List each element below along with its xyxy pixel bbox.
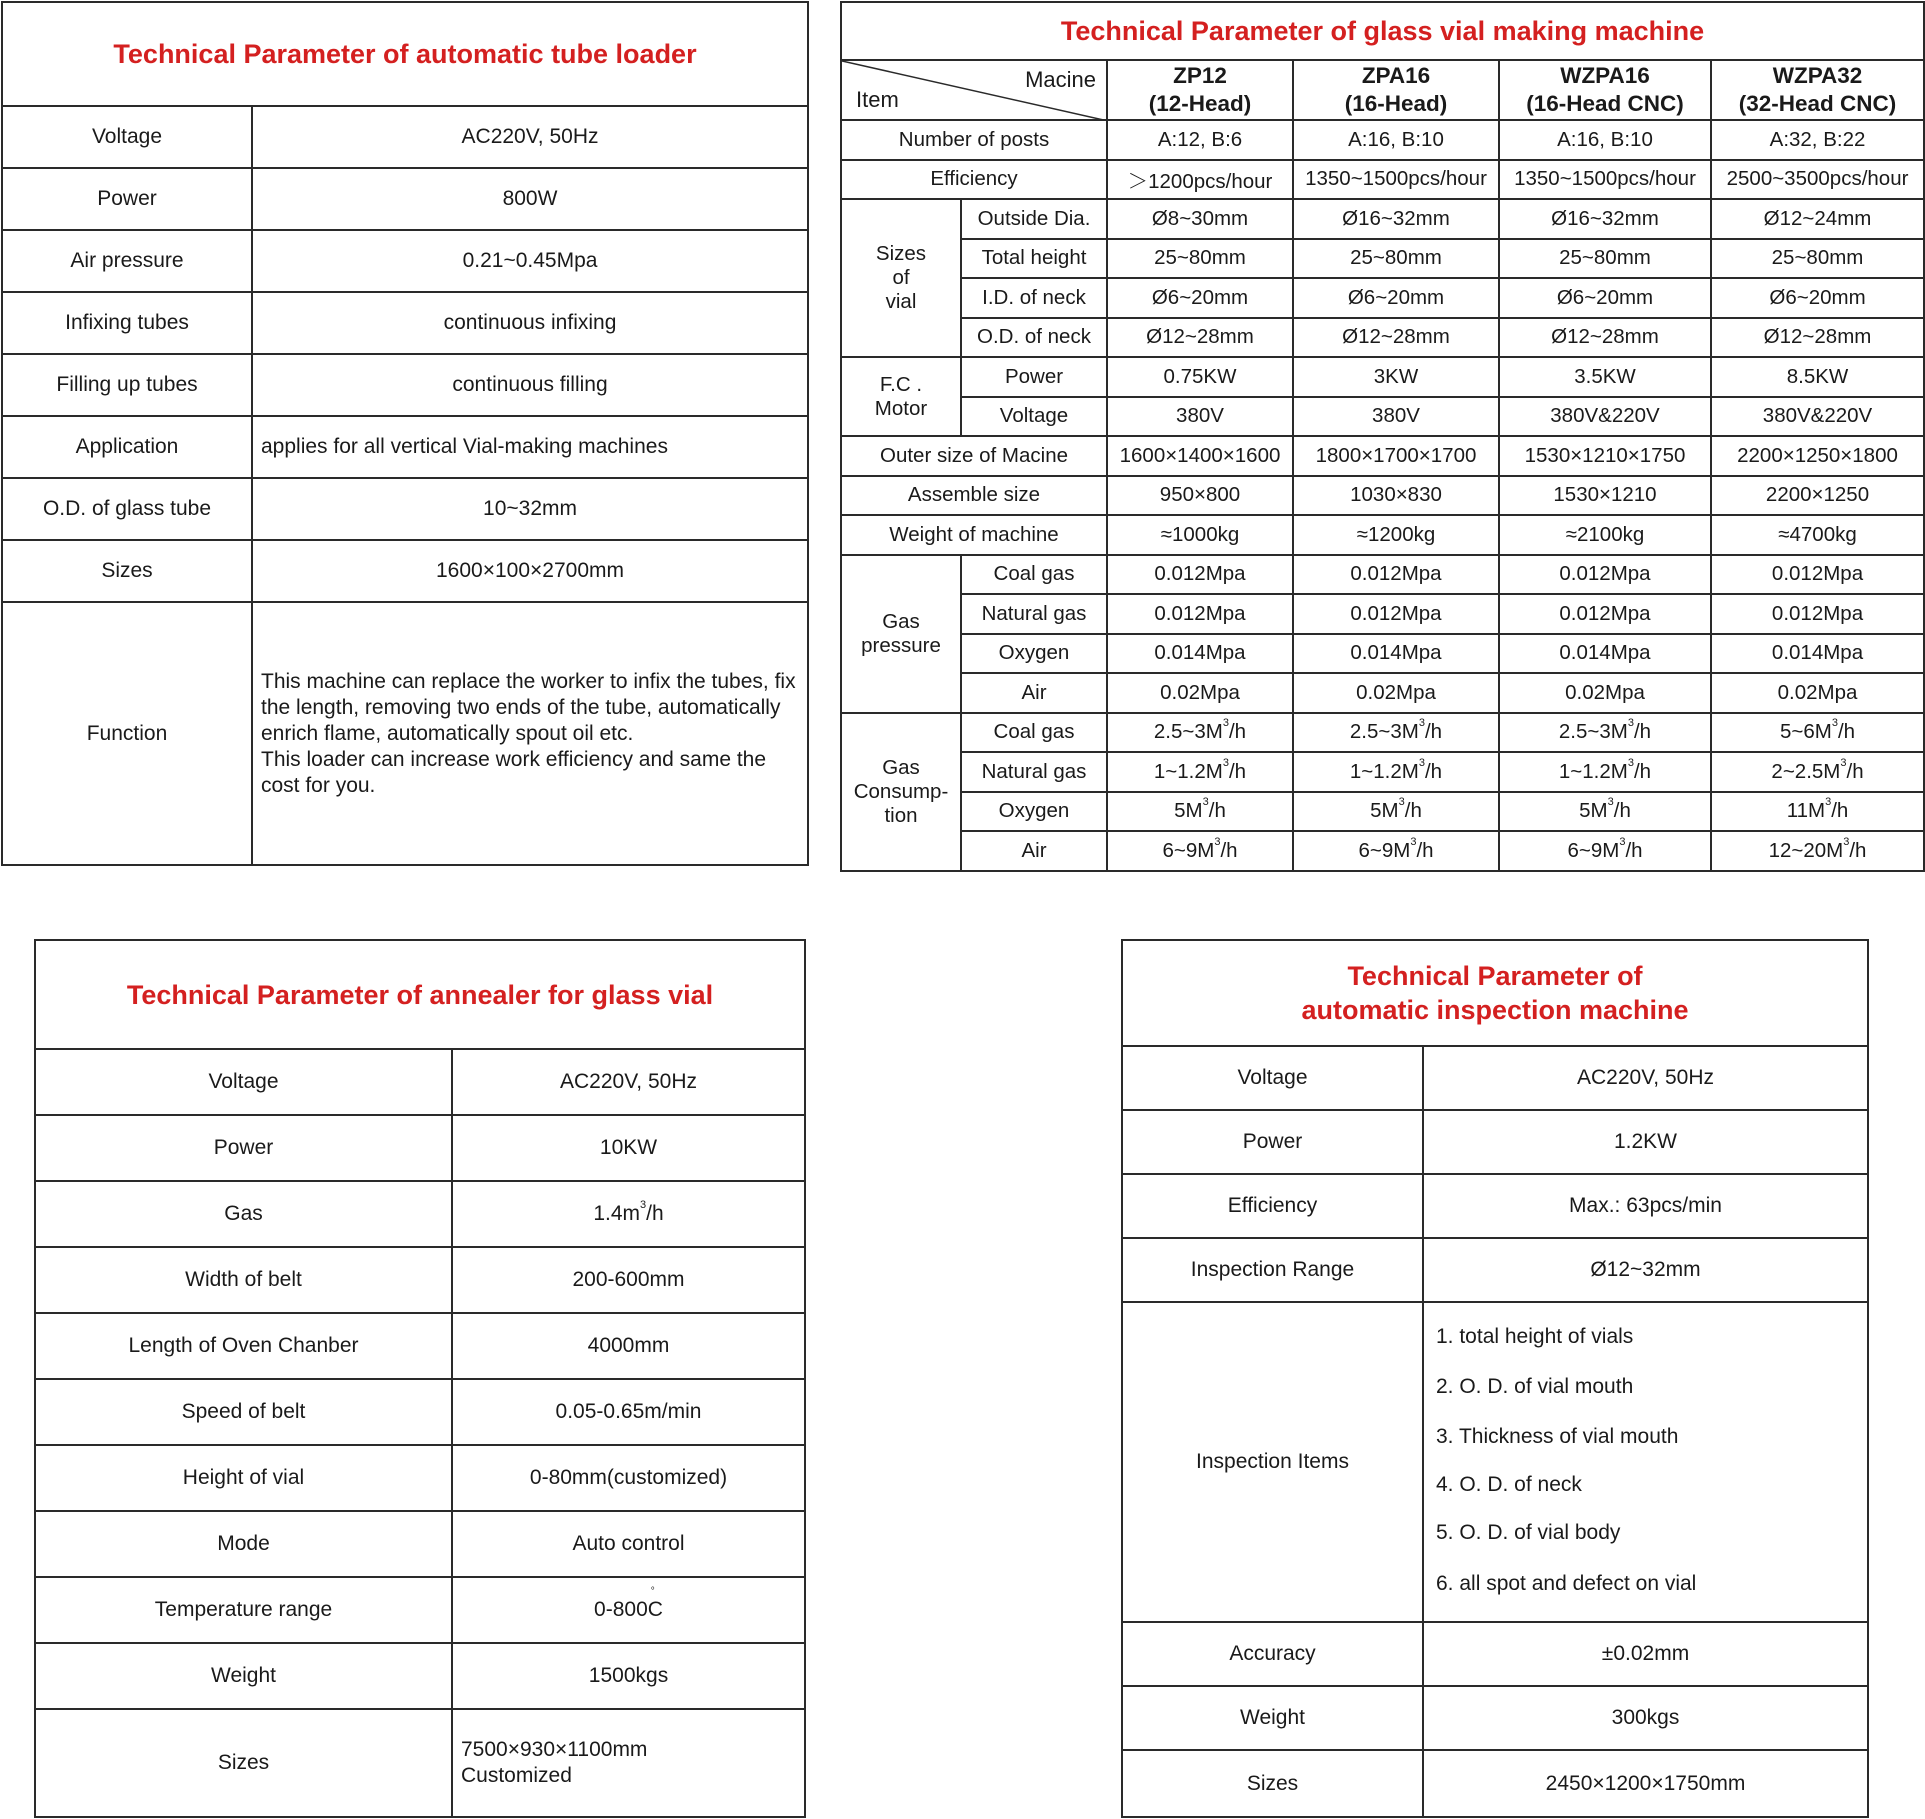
row-value: Ø16~32mm — [1293, 199, 1499, 239]
row-value: 10~32mm — [252, 478, 808, 540]
table-row — [841, 318, 1924, 358]
table-row — [35, 1049, 805, 1115]
row-label: Mode — [35, 1511, 452, 1577]
table-row — [841, 673, 1924, 713]
row-label: Infixing tubes — [2, 292, 252, 354]
table-row — [841, 831, 1924, 871]
row-value: 0.21~0.45Mpa — [252, 230, 808, 292]
list-item: 2. O. D. of vial mouth — [1436, 1375, 1634, 1398]
row-value: 1600×100×2700mm — [252, 540, 808, 602]
row-label: Efficiency — [841, 160, 1107, 200]
table-row — [2, 106, 808, 168]
row-label: Height of vial — [35, 1445, 452, 1511]
value-number: 2.5~3M — [1558, 720, 1628, 744]
row-value: 3KW — [1293, 357, 1499, 397]
row-value: 1600×1400×1600 — [1107, 436, 1293, 476]
row-label: Inspection Items — [1122, 1302, 1423, 1622]
row-label: Sizes — [35, 1709, 452, 1817]
value-superscript: 3 — [1607, 796, 1614, 809]
value-unit: /h — [1849, 838, 1867, 862]
value-number: 6~9M — [1162, 838, 1215, 862]
tube-loader-title: Technical Parameter of automatic tube loader — [2, 2, 808, 106]
annealer-table — [34, 939, 806, 1818]
row-label: Voltage — [35, 1049, 452, 1115]
value-superscript: 3 — [1222, 717, 1229, 730]
table-row — [1122, 1622, 1868, 1686]
row-sublabel: Total height — [961, 239, 1107, 279]
row-label: Filling up tubes — [2, 354, 252, 416]
row-value: 1030×830 — [1293, 476, 1499, 516]
row-value: A:16, B:10 — [1293, 120, 1499, 160]
inspection-title: Technical Parameter of automatic inspection machine — [1122, 940, 1868, 1046]
table-row — [1122, 1302, 1868, 1622]
value-superscript: 3 — [1627, 717, 1634, 730]
row-value: 25~80mm — [1107, 239, 1293, 279]
row-value — [1711, 752, 1924, 792]
value-superscript: 3 — [1843, 835, 1850, 848]
row-value — [1107, 831, 1293, 871]
table-row — [35, 1115, 805, 1181]
group-label-line: pressure — [861, 633, 941, 657]
row-value: Max.: 63pcs/min — [1423, 1174, 1868, 1238]
row-value — [1499, 752, 1711, 792]
row-sublabel: I.D. of neck — [961, 278, 1107, 318]
row-value: ≈4700kg — [1711, 515, 1924, 555]
value-unit: /h — [1424, 759, 1443, 783]
model-header: WZPA32 (32-Head CNC) — [1711, 60, 1924, 120]
row-value: 10KW — [452, 1115, 805, 1181]
value-number: 2.5~3M — [1153, 720, 1223, 744]
table-row — [1122, 1686, 1868, 1750]
row-label: Application — [2, 416, 252, 478]
value-unit: /h — [1837, 720, 1856, 744]
table-row — [35, 1313, 805, 1379]
table-row — [841, 120, 1924, 160]
row-value — [1293, 713, 1499, 753]
row-value: 1500kgs — [452, 1643, 805, 1709]
row-value — [1107, 752, 1293, 792]
row-label: Inspection Range — [1122, 1238, 1423, 1302]
row-value: 2450×1200×1750mm — [1423, 1750, 1868, 1817]
row-label: Weight — [1122, 1686, 1423, 1750]
table-row — [841, 713, 1924, 753]
row-value: 2200×1250 — [1711, 476, 1924, 516]
row-value: 3.5KW — [1499, 357, 1711, 397]
table-row — [841, 199, 1924, 239]
row-sublabel: Air — [961, 673, 1107, 713]
tube-loader-table — [1, 1, 809, 866]
table-row — [1122, 1110, 1868, 1174]
table-row — [2, 168, 808, 230]
table-row — [841, 792, 1924, 832]
row-value — [1499, 713, 1711, 753]
row-value: 0.012Mpa — [1499, 555, 1711, 595]
row-sublabel: Oxygen — [961, 634, 1107, 674]
group-label-line: Sizes — [875, 242, 927, 265]
row-label: Outer size of Macine — [841, 436, 1107, 476]
row-sublabel: Outside Dia. — [961, 199, 1107, 239]
group-label-line: of — [892, 266, 910, 289]
row-label: Weight — [35, 1643, 452, 1709]
table-row — [841, 357, 1924, 397]
row-value — [1499, 792, 1711, 832]
row-value: Ø12~28mm — [1499, 318, 1711, 358]
table-row — [2, 416, 808, 478]
value-superscript: 3 — [1627, 756, 1634, 769]
table-row — [35, 1181, 805, 1247]
group-label — [841, 199, 961, 357]
list-item: 6. all spot and defect on vial — [1436, 1572, 1697, 1595]
header-item-label: Item — [856, 87, 899, 112]
inspection-items-list — [1423, 1302, 1868, 1622]
group-label-line: Gas — [882, 755, 920, 779]
table-row — [841, 278, 1924, 318]
value-unit: /h — [1633, 759, 1652, 783]
value-number: 5M — [1370, 799, 1399, 823]
table-row — [1122, 1174, 1868, 1238]
value-number: 5M — [1579, 799, 1608, 823]
row-label: Width of belt — [35, 1247, 452, 1313]
row-value: Ø12~24mm — [1711, 199, 1924, 239]
row-value — [1711, 713, 1924, 753]
table-row — [841, 515, 1924, 555]
table-row — [35, 1643, 805, 1709]
value-unit: /h — [1831, 799, 1849, 823]
row-label: Speed of belt — [35, 1379, 452, 1445]
row-value — [1293, 831, 1499, 871]
group-label — [841, 555, 961, 713]
row-label: Voltage — [2, 106, 252, 168]
row-value: 950×800 — [1107, 476, 1293, 516]
row-value: 1530×1210 — [1499, 476, 1711, 516]
value-number: 6~9M — [1567, 838, 1620, 862]
value-unit: /h — [1424, 720, 1443, 744]
function-text — [252, 602, 808, 865]
row-value — [1107, 792, 1293, 832]
value-unit: /h — [1208, 799, 1226, 823]
table-row — [841, 436, 1924, 476]
row-value: 7500×930×1100mm Customized — [452, 1709, 805, 1817]
row-value: ≈1000kg — [1107, 515, 1293, 555]
row-value: 0-80mm(customized) — [452, 1445, 805, 1511]
table-row — [841, 555, 1924, 595]
row-value: A:32, B:22 — [1711, 120, 1924, 160]
function-label: Function — [2, 602, 252, 865]
value-number: 2~2.5M — [1771, 759, 1841, 783]
row-value: Ø12~28mm — [1293, 318, 1499, 358]
model-header: WZPA16 (16-Head CNC) — [1499, 60, 1711, 120]
group-label-line: vial — [885, 290, 917, 313]
row-value: 0.012Mpa — [1711, 555, 1924, 595]
row-value: 0.012Mpa — [1499, 594, 1711, 634]
value-unit: /h — [1633, 720, 1652, 744]
value-unit: /h — [1613, 799, 1631, 823]
row-value — [1293, 752, 1499, 792]
row-value: 1350~1500pcs/hour — [1293, 160, 1499, 200]
row-value: 200-600mm — [452, 1247, 805, 1313]
group-label-line: tion — [884, 803, 918, 827]
table-row — [2, 292, 808, 354]
row-value: AC220V, 50Hz — [252, 106, 808, 168]
row-value: 380V — [1107, 397, 1293, 437]
row-label: Length of Oven Chanber — [35, 1313, 452, 1379]
row-value: continuous infixing — [252, 292, 808, 354]
list-item: 5. O. D. of vial body — [1436, 1521, 1621, 1544]
table-row — [841, 752, 1924, 792]
value-number: 11M — [1786, 799, 1826, 823]
row-value: 0.014Mpa — [1293, 634, 1499, 674]
row-value: 25~80mm — [1711, 239, 1924, 279]
table-row — [35, 1445, 805, 1511]
function-line: This loader can increase work efficiency and same the cost for you. — [261, 747, 767, 797]
row-value: 2200×1250×1800 — [1711, 436, 1924, 476]
row-value: 380V — [1293, 397, 1499, 437]
row-value: Ø6~20mm — [1293, 278, 1499, 318]
row-value: A:16, B:10 — [1499, 120, 1711, 160]
row-value: 1530×1210×1750 — [1499, 436, 1711, 476]
row-value: ≈1200kg — [1293, 515, 1499, 555]
table-row — [35, 1379, 805, 1445]
list-item: 3. Thickness of vial mouth — [1436, 1425, 1679, 1448]
row-sublabel: Air — [961, 831, 1107, 871]
row-label: Temperature range — [35, 1577, 452, 1643]
row-sublabel: Coal gas — [961, 713, 1107, 753]
table-row — [841, 160, 1924, 200]
row-value: 0.02Mpa — [1107, 673, 1293, 713]
row-value: 0.012Mpa — [1107, 555, 1293, 595]
inspection-table — [1121, 939, 1869, 1818]
group-label-line: Consump- — [853, 779, 949, 803]
row-value: Ø8~30mm — [1107, 199, 1293, 239]
row-sublabel: O.D. of neck — [961, 318, 1107, 358]
table-row — [2, 540, 808, 602]
row-label: Gas — [35, 1181, 452, 1247]
row-value — [1107, 713, 1293, 753]
table-row — [35, 1577, 805, 1643]
value-number: 1~1.2M — [1349, 759, 1419, 783]
row-value: 1350~1500pcs/hour — [1499, 160, 1711, 200]
row-value: 380V&220V — [1499, 397, 1711, 437]
table-row — [1122, 1046, 1868, 1110]
row-value: Ø6~20mm — [1107, 278, 1293, 318]
table-row — [1122, 1750, 1868, 1817]
group-label — [841, 713, 961, 871]
row-value: 4000mm — [452, 1313, 805, 1379]
value-superscript: 3 — [1202, 796, 1209, 809]
annealer-title: Technical Parameter of annealer for glass vial — [35, 940, 805, 1049]
row-value: 25~80mm — [1293, 239, 1499, 279]
table-row — [841, 634, 1924, 674]
row-label: Efficiency — [1122, 1174, 1423, 1238]
row-value — [1711, 792, 1924, 832]
row-value: 1800×1700×1700 — [1293, 436, 1499, 476]
value-superscript: 3 — [1418, 717, 1425, 730]
row-value: 0.014Mpa — [1107, 634, 1293, 674]
value-superscript: 3 — [1222, 756, 1229, 769]
row-value: ＞1200pcs/hour — [1107, 160, 1293, 200]
row-label: Weight of machine — [841, 515, 1107, 555]
row-value: AC220V, 50Hz — [1423, 1046, 1868, 1110]
model-header: ZPA16 (16-Head) — [1293, 60, 1499, 120]
table-row — [1122, 1238, 1868, 1302]
row-value: 1.2KW — [1423, 1110, 1868, 1174]
row-label: Air pressure — [2, 230, 252, 292]
group-label — [841, 357, 961, 436]
value-number: 5M — [1174, 799, 1203, 823]
row-value: $1.4m^3/h$ — [452, 1181, 805, 1247]
row-value: 0-800 ° C — [452, 1577, 805, 1643]
row-value: applies for all vertical Vial-making machines — [252, 416, 808, 478]
row-value: 0.012Mpa — [1107, 594, 1293, 634]
row-value: A:12, B:6 — [1107, 120, 1293, 160]
table-row — [35, 1247, 805, 1313]
row-label: Assemble size — [841, 476, 1107, 516]
table-row — [841, 239, 1924, 279]
row-value — [1711, 831, 1924, 871]
row-label: Power — [2, 168, 252, 230]
row-value: ≈2100kg — [1499, 515, 1711, 555]
value-unit: /h — [1228, 720, 1247, 744]
value-superscript: 3 — [1825, 796, 1832, 809]
row-value: Ø6~20mm — [1711, 278, 1924, 318]
row-value: 380V&220V — [1711, 397, 1924, 437]
value-superscript: 3 — [1398, 796, 1405, 809]
row-sublabel: Power — [961, 357, 1107, 397]
group-label-line: Motor — [874, 396, 928, 420]
value-unit: /h — [1220, 838, 1238, 862]
group-label-line: Gas — [882, 609, 920, 633]
table-row — [2, 230, 808, 292]
row-value: 300kgs — [1423, 1686, 1868, 1750]
table-row — [841, 397, 1924, 437]
model-header: ZP12 (12-Head) — [1107, 60, 1293, 120]
value-unit: /h — [1228, 759, 1247, 783]
list-item: 1. total height of vials — [1436, 1325, 1634, 1348]
row-value: AC220V, 50Hz — [452, 1049, 805, 1115]
vial-machine-table — [840, 1, 1925, 872]
table-row — [2, 602, 808, 865]
row-label: Sizes — [1122, 1750, 1423, 1817]
value-unit: /h — [1404, 799, 1422, 823]
row-value: 0.014Mpa — [1711, 634, 1924, 674]
vial-machine-title: Technical Parameter of glass vial making machine — [841, 2, 1924, 60]
table-row — [35, 1709, 805, 1817]
row-label: Voltage — [1122, 1046, 1423, 1110]
value-number: 12~20M — [1768, 838, 1844, 862]
row-value — [1293, 792, 1499, 832]
row-value: 0.014Mpa — [1499, 634, 1711, 674]
row-value: 0.02Mpa — [1499, 673, 1711, 713]
row-value: 0.75KW — [1107, 357, 1293, 397]
value-superscript: 3 — [1840, 756, 1847, 769]
row-sublabel: Voltage — [961, 397, 1107, 437]
value-unit: /h — [1846, 759, 1864, 783]
row-value: Ø16~32mm — [1499, 199, 1711, 239]
row-label: Sizes — [2, 540, 252, 602]
row-value: 8.5KW — [1711, 357, 1924, 397]
row-value: 0.012Mpa — [1293, 555, 1499, 595]
value-superscript: 3 — [1619, 835, 1626, 848]
row-value: 0.02Mpa — [1711, 673, 1924, 713]
row-sublabel: Natural gas — [961, 594, 1107, 634]
value-superscript: 3 — [1418, 756, 1425, 769]
list-item: 4. O. D. of neck — [1436, 1473, 1582, 1496]
value-number: 1~1.2M — [1153, 759, 1223, 783]
row-value: 2500~3500pcs/hour — [1711, 160, 1924, 200]
function-line: This machine can replace the worker to infix the tubes, fix the length, removing two ends of the tube, automatically enrich flame, automatically spout oil etc. — [261, 669, 796, 745]
table-row — [841, 594, 1924, 634]
row-value — [1499, 831, 1711, 871]
header-machine-label: Macine — [1025, 67, 1096, 92]
table-row — [2, 478, 808, 540]
row-value: Auto control — [452, 1511, 805, 1577]
row-label: Power — [35, 1115, 452, 1181]
row-label: Number of posts — [841, 120, 1107, 160]
row-value: Ø12~28mm — [1107, 318, 1293, 358]
row-value: 25~80mm — [1499, 239, 1711, 279]
value-number: 1~1.2M — [1558, 759, 1628, 783]
value-superscript: 3 — [1410, 835, 1417, 848]
table-row — [841, 476, 1924, 516]
value-superscript: 3 — [1831, 717, 1838, 730]
row-sublabel: Oxygen — [961, 792, 1107, 832]
value-number: 6~9M — [1358, 838, 1411, 862]
row-value: continuous filling — [252, 354, 808, 416]
row-value: 0.05-0.65m/min — [452, 1379, 805, 1445]
value-number: 5~6M — [1779, 720, 1832, 744]
value-superscript: 3 — [1214, 835, 1221, 848]
value-unit: /h — [1416, 838, 1434, 862]
table-row — [2, 354, 808, 416]
row-value: Ø12~28mm — [1711, 318, 1924, 358]
row-value: Ø6~20mm — [1499, 278, 1711, 318]
group-label-line: F.C . — [879, 372, 923, 396]
row-value: 800W — [252, 168, 808, 230]
row-label: Accuracy — [1122, 1622, 1423, 1686]
value-unit: /h — [1625, 838, 1643, 862]
header-diagonal-cell — [841, 60, 1107, 120]
row-label: Power — [1122, 1110, 1423, 1174]
value-number: 2.5~3M — [1349, 720, 1419, 744]
row-value: 0.02Mpa — [1293, 673, 1499, 713]
row-value: Ø12~32mm — [1423, 1238, 1868, 1302]
row-sublabel: Natural gas — [961, 752, 1107, 792]
row-value: 0.012Mpa — [1711, 594, 1924, 634]
row-value: 0.012Mpa — [1293, 594, 1499, 634]
table-row — [35, 1511, 805, 1577]
row-sublabel: Coal gas — [961, 555, 1107, 595]
row-label: O.D. of glass tube — [2, 478, 252, 540]
row-value: ±0.02mm — [1423, 1622, 1868, 1686]
